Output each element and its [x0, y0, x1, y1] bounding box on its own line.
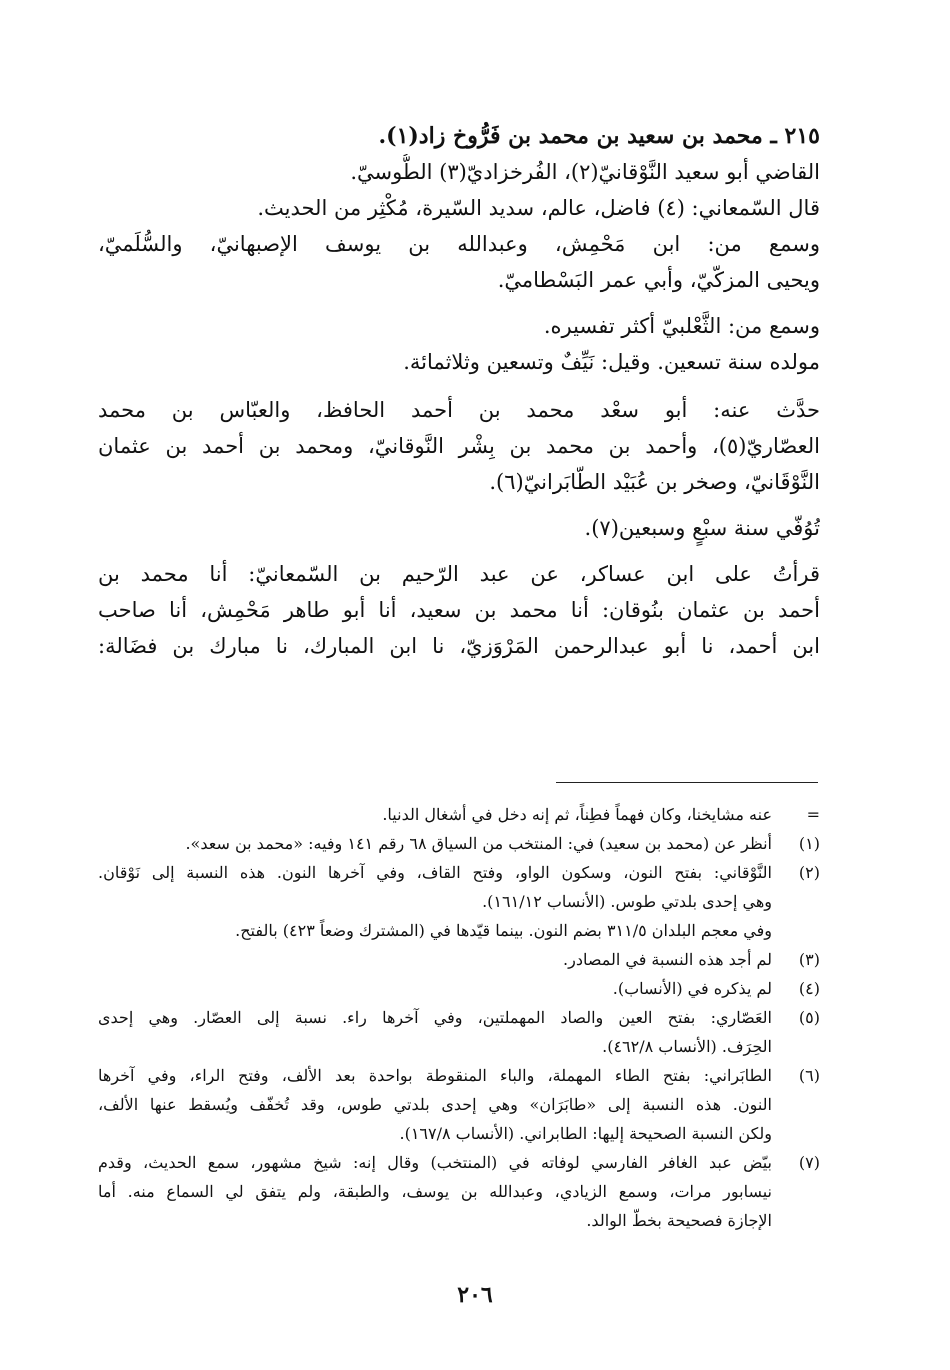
footnote-number: (٤) — [798, 979, 820, 998]
footnote-number: (٣) — [798, 950, 820, 969]
footnote — [98, 974, 820, 1003]
footnote-number: (٦) — [798, 1066, 820, 1085]
footnote-line: لم أجد هذه النسبة في المصادر. — [563, 950, 772, 969]
main-text — [98, 118, 820, 664]
footnote-line: أنظر عن (محمد بن سعيد) في: المنتخب من السياق ٦٨ رقم ١٤١ وفيه: «محمد بن سعد». — [185, 834, 772, 853]
footnote-line: وفي معجم البلدان ٣١١/٥ بضم النون. بينما قيّدها في (المشترك وضعاً ٤٢٣) بالفتح. — [235, 921, 772, 940]
footnote — [98, 1003, 820, 1061]
footnote-line: العَصّاري: بفتح العين والصاد المهملتين، وفي آخرها راء. نسبة إلى العصّار. وهي إحدى — [98, 1008, 772, 1027]
footnote-line: وهي إحدى بلدتي طوس. (الأنساب ١٦١/١٢). — [482, 892, 772, 911]
text-line: أحمد بن عثمان بنُوقان: أنا محمد بن سعيد، أنا أبو طاهر مَحْمِش، أنا صاحب — [98, 598, 820, 622]
footnote — [98, 1061, 820, 1148]
footnote — [98, 829, 820, 858]
footnotes — [98, 800, 820, 1235]
entry-heading: ٢١٥ ـ محمد بن سعيد بن محمد بن فَرُّوخ زاد(١). — [378, 123, 820, 149]
text-line: ويحيى المزكّيّ، وأبي عمر البَسْطاميّ. — [497, 268, 820, 292]
footnote — [98, 800, 820, 829]
footnote-line: نيسابور مرات، وسمع الزيادي، وعبدالله بن يوسف، والطبقة، ولم يتفق لي السماع منه. أما — [98, 1182, 772, 1201]
text-line: النَّوْقَانيّ، وصخر بن عُبَيْد الطّابَرانيّ(٦). — [489, 470, 820, 494]
footnote-number: (٥) — [798, 1008, 820, 1027]
page-number: ٢٠٦ — [457, 1282, 493, 1308]
footnote-separator — [556, 782, 818, 783]
text-line: وسمع من: ابن مَحْمِش، وعبدالله بن يوسف الإصبهانيّ، والسُّلَميّ، — [98, 232, 820, 256]
text-line: وسمع من: الثَّعْلبيّ أكثر تفسيره. — [543, 314, 820, 338]
footnote-line: بيّض عبد الغافر الفارسي لوفاته في (المنتخب) وقال إنه: شيخ مشهور، سمع الحديث، وقدم — [98, 1153, 772, 1172]
footnote-line: لم يذكره في (الأنساب). — [612, 979, 772, 998]
text-line: حدَّث عنه: أبو سعْد محمد بن أحمد الحافظ، والعبّاس بن محمد — [98, 398, 820, 422]
footnote — [98, 1148, 820, 1235]
footnote-number: = — [806, 805, 820, 824]
footnote-line: عنه مشايخنا، وكان فهماً فطِناً، ثم إنه دخل في أشغال الدنيا. — [382, 805, 772, 824]
footnote — [98, 945, 820, 974]
footnote-number: (٧) — [798, 1153, 820, 1172]
text-line: ابن أحمد، نا أبو عبدالرحمن المَرْوَزيّ، نا ابن المبارك، نا مبارك بن فضَالة: — [98, 634, 820, 658]
footnote-number: (٢) — [798, 863, 820, 882]
footnote-line: النَّوْقاني: بفتح النون، وسكون الواو، وفتح القاف، وفي آخرها النون. هذه النسبة إلى نَوْقان. — [98, 863, 772, 882]
text-line: قرأتُ على ابن عساكر، عن عبد الرّحيم بن السّمعانيّ: أنا محمد بن — [98, 562, 820, 586]
footnote-line: الإجازة فصحيحة بخطّ الوالد. — [586, 1211, 772, 1230]
footnote — [98, 858, 820, 945]
text-line: القاضي أبو سعيد النَّوْقانيّ(٢)، الفُرخزاديّ(٣) الطُّوسيّ. — [350, 160, 820, 184]
text-line: قال السّمعاني: (٤) فاضل، عالم، سديد السّيرة، مُكْثِر من الحديث. — [257, 196, 820, 220]
footnote-line: النون. هذه النسبة إلى «طابَرَان» وهي إحدى بلدتي طوس، وقد تُخفّف ويُسقط عنها الألف، — [98, 1095, 772, 1114]
footnote-line: الطابَراني: بفتح الطاء المهملة، والباء المنقوطة بواحدة بعد الألف، وفتح الراء، وفي آخرها — [98, 1066, 772, 1085]
footnote-line: ولكن النسبة الصحيحة إليها: الطابراني. (الأنساب ١٦٧/٨). — [399, 1124, 772, 1143]
text-line: تُوُفّي سنة سبْعٍ وسبعين(٧). — [584, 516, 820, 540]
footnote-line: الحِرَف. (الأنساب ٤٦٢/٨). — [602, 1037, 772, 1056]
footnote-number: (١) — [798, 834, 820, 853]
text-line: مولده سنة تسعين. وقيل: نَيِّفٌ وتسعين وثلاثمائة. — [403, 350, 820, 374]
text-line: العصّاريّ(٥)، وأحمد بن محمد بن بِشْر النَّوقانيّ، ومحمد بن أحمد بن عثمان — [98, 434, 820, 458]
